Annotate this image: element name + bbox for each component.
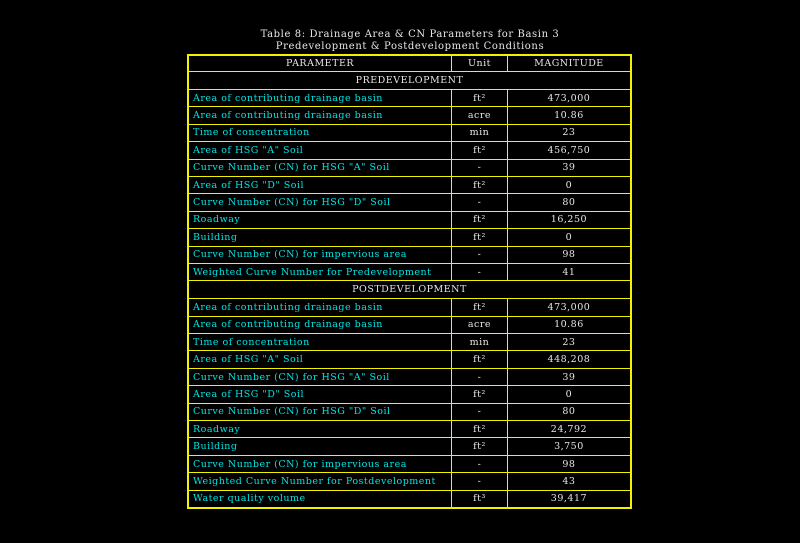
- table-row: [188, 107, 631, 124]
- cell-parameter: Area of contributing drainage basin: [188, 90, 452, 107]
- parameters-table: [187, 54, 632, 509]
- table-row: [188, 142, 631, 159]
- cell-parameter: Area of HSG "D" Soil: [188, 176, 452, 193]
- cell-parameter: Building: [188, 229, 452, 246]
- cell-unit: ft²: [452, 142, 508, 159]
- table-row: [188, 403, 631, 420]
- section-label-predevelopment: PREDEVELOPMENT: [188, 72, 631, 90]
- table-row: [188, 438, 631, 455]
- cell-parameter: Roadway: [188, 211, 452, 228]
- cell-magnitude: 43: [507, 473, 631, 490]
- table-row: [188, 421, 631, 438]
- table-row: [188, 299, 631, 316]
- cell-unit: ft²: [452, 386, 508, 403]
- cell-magnitude: 41: [507, 263, 631, 280]
- cell-unit: acre: [452, 316, 508, 333]
- cell-parameter: Area of HSG "D" Soil: [188, 386, 452, 403]
- cell-magnitude: 39: [507, 159, 631, 176]
- table-row: [188, 246, 631, 263]
- cell-magnitude: 23: [507, 334, 631, 351]
- cell-unit: -: [452, 159, 508, 176]
- table-row: [188, 455, 631, 472]
- cell-parameter: Water quality volume: [188, 490, 452, 508]
- cell-unit: -: [452, 194, 508, 211]
- cell-magnitude: 24,792: [507, 421, 631, 438]
- cell-parameter: Curve Number (CN) for HSG "D" Soil: [188, 403, 452, 420]
- cell-magnitude: 456,750: [507, 142, 631, 159]
- table-row: [188, 351, 631, 368]
- cell-parameter: Area of HSG "A" Soil: [188, 351, 452, 368]
- section-label-postdevelopment: POSTDEVELOPMENT: [188, 281, 631, 299]
- cell-unit: -: [452, 246, 508, 263]
- table-title: Table 8: Drainage Area & CN Parameters for Basin 3: [260, 29, 560, 40]
- cell-magnitude: 80: [507, 194, 631, 211]
- cell-unit: ft³: [452, 490, 508, 508]
- cell-unit: -: [452, 263, 508, 280]
- cell-parameter: Area of HSG "A" Soil: [188, 142, 452, 159]
- header-magnitude: MAGNITUDE: [507, 55, 631, 72]
- table-row: [188, 473, 631, 490]
- cell-parameter: Building: [188, 438, 452, 455]
- table-row: [188, 159, 631, 176]
- table-row: [188, 211, 631, 228]
- table-row: [188, 490, 631, 508]
- table-row: [188, 368, 631, 385]
- table-row: [188, 263, 631, 280]
- cell-magnitude: 98: [507, 455, 631, 472]
- cell-magnitude: 16,250: [507, 211, 631, 228]
- table-row: [188, 124, 631, 141]
- table-row: [188, 90, 631, 107]
- cell-unit: ft²: [452, 299, 508, 316]
- table-row: [188, 229, 631, 246]
- cell-magnitude: 23: [507, 124, 631, 141]
- cell-unit: -: [452, 368, 508, 385]
- table-row: [188, 176, 631, 193]
- table-row: [188, 334, 631, 351]
- cell-unit: ft²: [452, 421, 508, 438]
- cell-parameter: Area of contributing drainage basin: [188, 107, 452, 124]
- cell-parameter: Curve Number (CN) for HSG "D" Soil: [188, 194, 452, 211]
- cell-parameter: Weighted Curve Number for Postdevelopment: [188, 473, 452, 490]
- cell-magnitude: 98: [507, 246, 631, 263]
- cell-parameter: Weighted Curve Number for Predevelopment: [188, 263, 452, 280]
- header-parameter: PARAMETER: [188, 55, 452, 72]
- table-row: [188, 194, 631, 211]
- cell-unit: ft²: [452, 229, 508, 246]
- table-row: [188, 316, 631, 333]
- cell-magnitude: 39: [507, 368, 631, 385]
- cell-magnitude: 10.86: [507, 107, 631, 124]
- cell-magnitude: 0: [507, 229, 631, 246]
- cell-unit: ft²: [452, 90, 508, 107]
- cell-unit: ft²: [452, 176, 508, 193]
- section-row-predevelopment: [188, 72, 631, 90]
- header-row: [188, 55, 631, 72]
- cell-unit: ft²: [452, 211, 508, 228]
- cell-parameter: Area of contributing drainage basin: [188, 316, 452, 333]
- cell-magnitude: 39,417: [507, 490, 631, 508]
- cell-parameter: Curve Number (CN) for HSG "A" Soil: [188, 368, 452, 385]
- cell-unit: -: [452, 473, 508, 490]
- cell-magnitude: 3,750: [507, 438, 631, 455]
- cell-magnitude: 80: [507, 403, 631, 420]
- header-unit: Unit: [452, 55, 508, 72]
- section-row-postdevelopment: [188, 281, 631, 299]
- table-subtitle: Predevelopment & Postdevelopment Conditions: [275, 41, 545, 52]
- cell-unit: -: [452, 403, 508, 420]
- cell-parameter: Time of concentration: [188, 124, 452, 141]
- cell-unit: ft²: [452, 351, 508, 368]
- cell-unit: min: [452, 334, 508, 351]
- cell-parameter: Curve Number (CN) for impervious area: [188, 246, 452, 263]
- cell-magnitude: 0: [507, 386, 631, 403]
- cell-parameter: Roadway: [188, 421, 452, 438]
- cell-magnitude: 448,208: [507, 351, 631, 368]
- table-row: [188, 386, 631, 403]
- cell-unit: -: [452, 455, 508, 472]
- cell-magnitude: 473,000: [507, 90, 631, 107]
- cell-parameter: Area of contributing drainage basin: [188, 299, 452, 316]
- cell-unit: min: [452, 124, 508, 141]
- cell-parameter: Curve Number (CN) for impervious area: [188, 455, 452, 472]
- cell-parameter: Curve Number (CN) for HSG "A" Soil: [188, 159, 452, 176]
- cell-unit: ft²: [452, 438, 508, 455]
- cell-parameter: Time of concentration: [188, 334, 452, 351]
- cell-unit: acre: [452, 107, 508, 124]
- cell-magnitude: 473,000: [507, 299, 631, 316]
- cell-magnitude: 0: [507, 176, 631, 193]
- cell-magnitude: 10.86: [507, 316, 631, 333]
